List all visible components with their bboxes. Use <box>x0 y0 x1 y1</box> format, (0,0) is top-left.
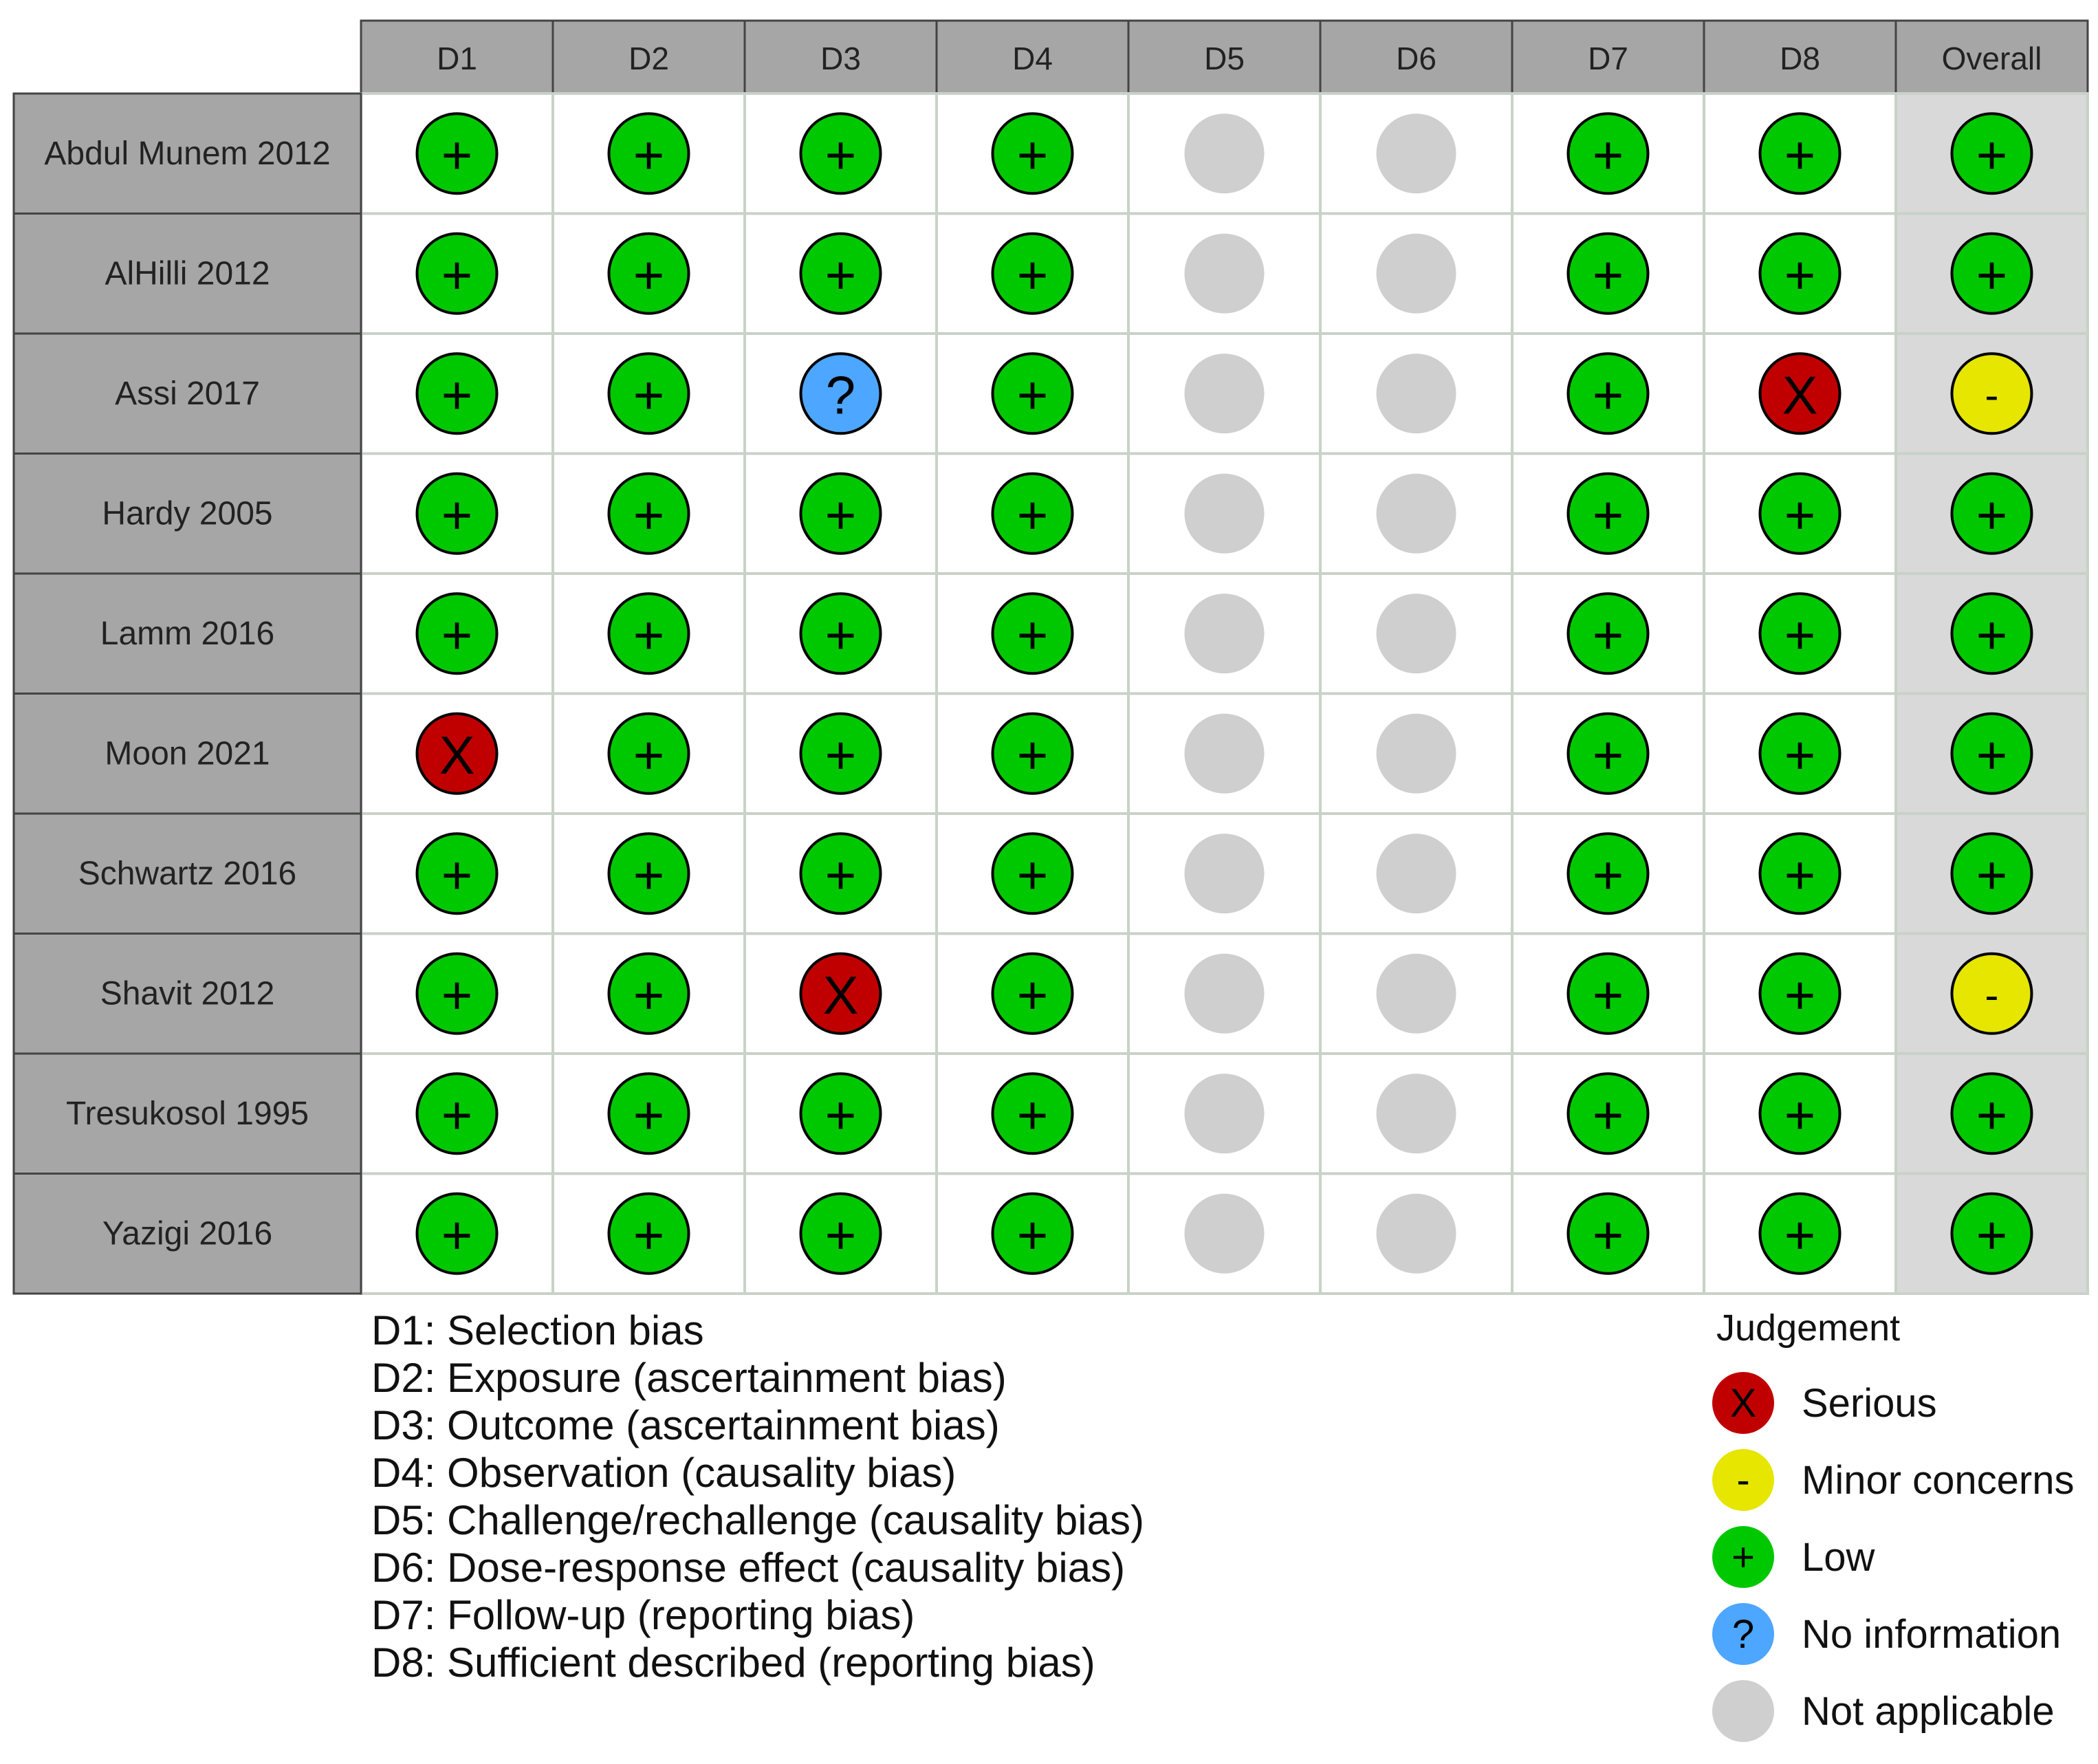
judgement-symbol-low: + <box>1592 364 1624 426</box>
legend-item-low <box>1712 1518 2074 1596</box>
column-label-d6: D6 <box>1396 41 1436 76</box>
judgement-symbol-low: + <box>441 605 473 666</box>
judgement-symbol-low: + <box>633 605 665 666</box>
judgement-symbol-low: + <box>1784 484 1816 545</box>
judgement-marker-na <box>1185 474 1265 554</box>
judgement-marker-na <box>1377 1194 1456 1274</box>
judgement-symbol-low: + <box>1976 484 2008 545</box>
legend-item-serious <box>1712 1364 2074 1441</box>
judgement-symbol-low: + <box>633 364 665 426</box>
legend-label-noinfo: No information <box>1802 1611 2062 1657</box>
domain-item-d7: D7: Follow-up (reporting bias) <box>371 1592 915 1638</box>
judgement-marker-na <box>1377 234 1456 314</box>
judgement-marker-na <box>1185 594 1265 673</box>
judgement-symbol-low: + <box>633 124 665 186</box>
study-label-assi-2017: Assi 2017 <box>115 375 260 412</box>
column-label-overall: Overall <box>1941 41 2042 76</box>
low-icon: + <box>1712 1526 1774 1588</box>
column-label-d1: D1 <box>437 41 477 76</box>
judgement-symbol-low: + <box>1592 1085 1624 1146</box>
judgement-symbol-low: + <box>441 1085 473 1146</box>
judgement-symbol-low: + <box>441 124 473 186</box>
column-label-d5: D5 <box>1204 41 1245 76</box>
judgement-symbol-low: + <box>633 845 665 906</box>
legend-item-na <box>1712 1673 2074 1750</box>
judgement-symbol-low: + <box>824 845 857 906</box>
minor-concerns-icon: - <box>1712 1449 1774 1511</box>
judgement-symbol-low: + <box>441 845 473 906</box>
no-information-icon: ? <box>1712 1603 1774 1665</box>
judgement-marker-na <box>1377 954 1456 1034</box>
study-label-hardy-2005: Hardy 2005 <box>102 495 273 532</box>
judgement-symbol-low: + <box>1784 1085 1816 1146</box>
study-label-yazigi-2016: Yazigi 2016 <box>102 1215 273 1252</box>
judgement-marker-na <box>1185 714 1265 794</box>
judgement-symbol-low: + <box>633 724 665 785</box>
judgement-symbol-low: + <box>633 244 665 305</box>
judgement-symbol-low: + <box>441 1204 473 1265</box>
judgement-marker-na <box>1377 594 1456 673</box>
judgement-symbol-low: + <box>1592 605 1624 666</box>
judgement-marker-na <box>1185 1074 1265 1153</box>
judgement-symbol-minor: - <box>1985 972 1999 1019</box>
legend-item-noinfo <box>1712 1596 2074 1673</box>
judgement-symbol-low: + <box>824 1204 857 1265</box>
judgement-symbol-serious: X <box>1782 364 1818 426</box>
judgement-symbol-low: + <box>1976 244 2008 305</box>
judgement-symbol-low: + <box>1016 724 1049 785</box>
study-label-lamm-2016: Lamm 2016 <box>100 615 275 652</box>
domain-list <box>371 1307 1144 1686</box>
judgement-symbol-low: + <box>441 244 473 305</box>
serious-icon: X <box>1712 1372 1774 1434</box>
judgement-symbol-low: + <box>1592 124 1624 186</box>
judgement-marker-na <box>1377 1074 1456 1153</box>
judgement-symbol-low: + <box>441 964 473 1025</box>
judgement-marker-na <box>1185 954 1265 1034</box>
column-label-d8: D8 <box>1780 41 1820 76</box>
study-label-schwartz-2016: Schwartz 2016 <box>78 855 297 892</box>
judgement-symbol-low: + <box>1784 1204 1816 1265</box>
domain-item-d8: D8: Sufficient described (reporting bias) <box>371 1640 1095 1686</box>
judgement-symbol-low: + <box>1784 244 1816 305</box>
study-label-moon-2021: Moon 2021 <box>105 735 270 772</box>
judgement-symbol-low: + <box>1592 724 1624 785</box>
judgement-symbol-low: + <box>1784 724 1816 785</box>
judgement-symbol-low: + <box>1976 724 2008 785</box>
judgement-symbol-low: + <box>1016 964 1049 1025</box>
legend-label-serious: Serious <box>1802 1380 1937 1426</box>
not-applicable-icon <box>1712 1680 1774 1742</box>
domain-item-d3: D3: Outcome (ascertainment bias) <box>371 1402 1000 1448</box>
judgement-marker-na <box>1185 234 1265 314</box>
judgement-legend <box>1712 1307 2074 1750</box>
judgement-symbol-low: + <box>1016 845 1049 906</box>
judgement-symbol-low: + <box>1976 605 2008 666</box>
column-label-d7: D7 <box>1588 41 1628 76</box>
judgement-symbol-low: + <box>824 605 857 666</box>
judgement-symbol-low: + <box>1016 605 1049 666</box>
legend-item-minor <box>1712 1441 2074 1518</box>
judgement-symbol-low: + <box>633 1085 665 1146</box>
domain-item-d2: D2: Exposure (ascertainment bias) <box>371 1355 1007 1401</box>
judgement-symbol-serious: X <box>439 724 475 785</box>
legend-label-na: Not applicable <box>1802 1688 2055 1734</box>
judgement-symbol-low: + <box>824 244 857 305</box>
legend-label-low: Low <box>1802 1534 1875 1580</box>
judgement-symbol-low: + <box>1592 244 1624 305</box>
judgement-marker-na <box>1377 113 1456 193</box>
judgement-symbol-low: + <box>824 1085 857 1146</box>
study-label-abdul-munem-2012: Abdul Munem 2012 <box>44 135 331 172</box>
judgement-marker-na <box>1377 714 1456 794</box>
judgement-symbol-low: + <box>1976 1204 2008 1265</box>
judgement-symbol-low: + <box>1016 1085 1049 1146</box>
judgement-symbol-low: + <box>1016 1204 1049 1265</box>
judgement-symbol-low: + <box>633 484 665 545</box>
judgement-symbol-low: + <box>824 124 857 186</box>
judgement-marker-na <box>1377 834 1456 913</box>
judgement-symbol-low: + <box>824 484 857 545</box>
domain-item-d4: D4: Observation (causality bias) <box>371 1450 957 1496</box>
domain-item-d5: D5: Challenge/rechallenge (causality bias) <box>371 1497 1144 1543</box>
judgement-symbol-low: + <box>633 964 665 1025</box>
judgement-symbol-low: + <box>1784 605 1816 666</box>
judgement-marker-na <box>1377 353 1456 433</box>
judgement-symbol-low: + <box>1592 964 1624 1025</box>
judgement-symbol-low: + <box>1784 845 1816 906</box>
judgement-symbol-low: + <box>1592 1204 1624 1265</box>
column-label-d4: D4 <box>1012 41 1053 76</box>
study-label-tresukosol-1995: Tresukosol 1995 <box>65 1095 309 1132</box>
column-label-d2: D2 <box>629 41 669 76</box>
judgement-symbol-low: + <box>1016 364 1049 426</box>
judgement-symbol-serious: X <box>822 964 859 1025</box>
judgement-symbol-low: + <box>824 724 857 785</box>
judgement-symbol-low: + <box>1976 124 2008 186</box>
judgement-symbol-noinfo: ? <box>825 364 856 426</box>
judgement-marker-na <box>1377 474 1456 554</box>
judgement-symbol-low: + <box>1976 1085 2008 1146</box>
judgement-symbol-low: + <box>1016 244 1049 305</box>
judgement-symbol-low: + <box>1784 964 1816 1025</box>
judgement-symbol-low: + <box>441 484 473 545</box>
study-label-shavit-2012: Shavit 2012 <box>100 975 275 1012</box>
study-label-alhilli-2012: AlHilli 2012 <box>105 255 270 292</box>
judgement-symbol-low: + <box>1592 484 1624 545</box>
judgement-marker-na <box>1185 353 1265 433</box>
domain-item-d1: D1: Selection bias <box>371 1307 704 1353</box>
judgement-symbol-low: + <box>441 364 473 426</box>
judgement-symbol-low: + <box>633 1204 665 1265</box>
judgement-symbol-low: + <box>1016 124 1049 186</box>
judgement-marker-na <box>1185 834 1265 913</box>
judgement-symbol-low: + <box>1976 845 2008 906</box>
domain-item-d6: D6: Dose-response effect (causality bias) <box>371 1545 1126 1591</box>
judgement-symbol-low: + <box>1592 845 1624 906</box>
judgement-symbol-minor: - <box>1985 371 1999 418</box>
judgement-marker-na <box>1185 1194 1265 1274</box>
judgement-symbol-low: + <box>1784 124 1816 186</box>
judgement-symbol-low: + <box>1016 484 1049 545</box>
legend-label-minor: Minor concerns <box>1802 1457 2075 1503</box>
legend-title: Judgement <box>1716 1307 1901 1349</box>
column-label-d3: D3 <box>820 41 861 76</box>
judgement-marker-na <box>1185 113 1265 193</box>
